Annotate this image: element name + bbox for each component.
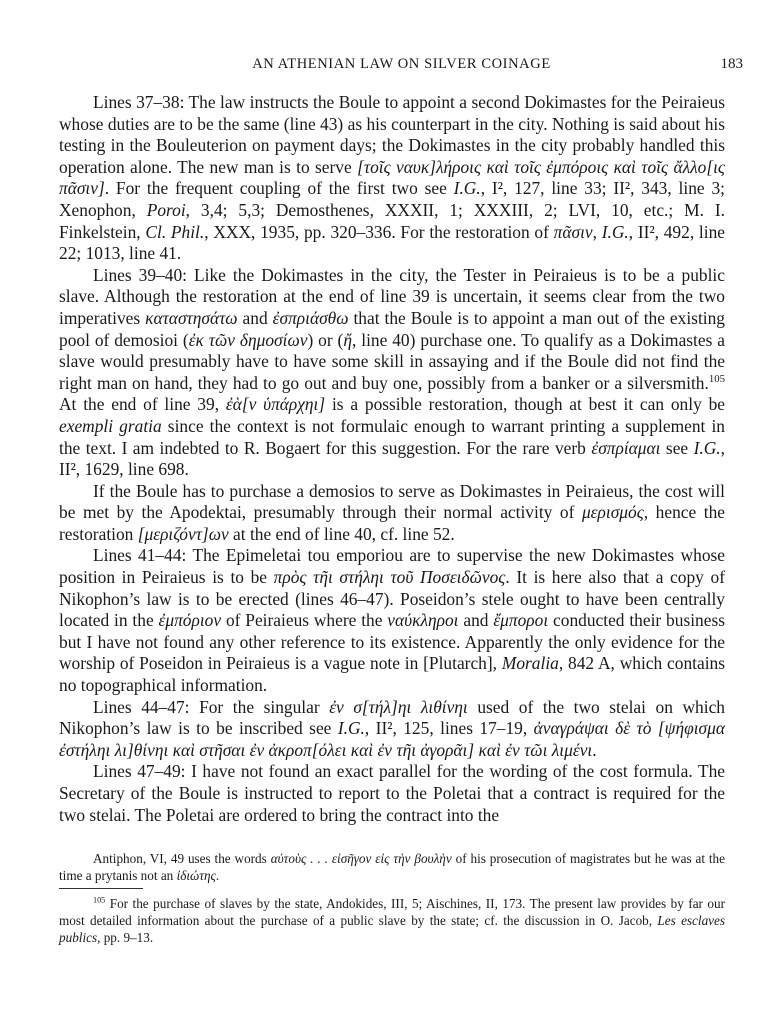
citation-italic: I.G. bbox=[693, 437, 721, 458]
greek-quote: ἤ bbox=[343, 329, 352, 350]
greek-quote: ἔμποροι bbox=[493, 610, 549, 631]
text-run: Lines 44–47: For the singular bbox=[93, 696, 330, 717]
text-run: Lines 41–44: The Epimeletai tou emporiou are to supervise the new Dokimastes whose position in Peiraieus is to be bbox=[59, 545, 725, 588]
greek-quote: αὐτοὺς . . . εἰσῆγον εἰς τὴν βουλὴν bbox=[270, 851, 452, 866]
text-run: that the Boule is to appoint a man out of the existing pool of demosioi ( bbox=[59, 307, 725, 350]
footnote-105 bbox=[59, 895, 725, 946]
text-run: Lines 47–49: I have not found an exact parallel for the wording of the cost formula. The Secretary of the Boule is instructed to report to the Poletai that a contract is required for the two stelai. The Poletai are ordered to bring the contract into the bbox=[59, 761, 725, 825]
footnote-marker[interactable]: 105 bbox=[708, 372, 725, 385]
text-run: , II², 492, line 22; 1013, line 41. bbox=[59, 221, 725, 264]
paragraph-lines-39-40 bbox=[59, 265, 725, 481]
greek-quote: ἐμπόριον bbox=[158, 610, 222, 631]
greek-quote: [τοῖς ναυκ]λήροις καὶ τοῖς ἐμπόροις καὶ τοῖς ἄλλο[ις πᾶσιν] bbox=[59, 156, 725, 199]
text-run: is a possible restoration, though at best it can only be bbox=[325, 394, 725, 415]
citation-italic: Moralia bbox=[501, 653, 559, 674]
text-run: , I², 127, line 33; II², 343, line 3; Xenophon, bbox=[59, 178, 725, 220]
greek-quote: ἀναγράψαι δὲ τὸ [ψήφισμα ἐστήληι λι]θίνηι καὶ στῆσαι ἐν ἀκροπ[όλει καὶ ἐν τῆι ἀγορᾶι] καὶ ἐν τῶι λιμένι bbox=[59, 718, 725, 760]
text-run: , XXX, 1935, pp. 320–336. For the restoration of bbox=[204, 221, 554, 242]
italic-phrase: exempli gratia bbox=[59, 415, 162, 436]
paragraph-lines-44-47 bbox=[59, 697, 725, 762]
text-run: see bbox=[660, 437, 694, 458]
citation-italic: Les esclaves publics bbox=[59, 913, 725, 945]
footnote-continuation bbox=[59, 850, 725, 884]
page-header bbox=[60, 56, 743, 76]
citation-italic: I.G. bbox=[337, 718, 365, 739]
text-run: At the end of line 39, bbox=[59, 394, 226, 415]
main-text bbox=[59, 92, 725, 826]
greek-quote: ἐσπριάσθω bbox=[272, 307, 349, 328]
text-run: . bbox=[592, 739, 597, 760]
text-run: . For the frequent coupling of the first two see bbox=[104, 178, 454, 199]
text-run: Antiphon, VI, 49 uses the words bbox=[93, 851, 271, 866]
citation-italic: I.G. bbox=[601, 221, 629, 242]
footnote-text bbox=[59, 850, 725, 884]
greek-quote: ἐσπρίαμαι bbox=[591, 437, 661, 458]
paragraph-lines-47-49 bbox=[59, 761, 725, 826]
text-run: conducted their business but I have not found any other reference to its existence. Apparently the only evidence for the worship of Poseidon in Peiraieus is a vague note in [Plutarch], bbox=[59, 610, 725, 674]
greek-quote: πᾶσιν bbox=[553, 221, 593, 242]
text-run: of Peiraieus where the bbox=[221, 610, 388, 631]
text-run: If the Boule has to purchase a demosios to serve as Dokimastes in Peiraieus, the cost will be met by the Apodektai, presumably through their normal activity of bbox=[59, 480, 725, 523]
text-run: , line 40) purchase one. To qualify as a Dokimastes a slave would presumably have to have some skill in assaying and if the Boule did not find the right man on hand, they had to go out and buy one, possibly from a banker or a silversmith. bbox=[59, 329, 725, 393]
greek-quote: καταστησάτω bbox=[145, 307, 238, 328]
greek-quote: ἐκ τῶν δημοσίων bbox=[188, 329, 308, 350]
paragraph-lines-37-38 bbox=[59, 92, 725, 265]
text-run: , 3,4; 5,3; Demosthenes, XXXII, 1; XXXIII, 2; LVI, 10, etc.; M. I. Finkelstein, bbox=[59, 199, 725, 242]
footnote-divider bbox=[59, 888, 143, 889]
greek-quote: μερισμός bbox=[581, 502, 644, 523]
text-run: For the purchase of slaves by the state, Andokides, III, 5; Aischines, II, 173. The present law provides by far our most detailed information about the purchase of a public slave by the state; cf. the discussion in O. Jacob, bbox=[59, 896, 725, 928]
greek-quote: [μεριζόντ]ων bbox=[137, 523, 229, 544]
greek-quote: ἐν σ[τήλ]ηι λιθίνηι bbox=[329, 696, 468, 717]
running-title: AN ATHENIAN LAW ON SILVER COINAGE bbox=[252, 56, 551, 72]
text-run: , bbox=[592, 221, 602, 242]
text-run: and bbox=[458, 610, 494, 631]
text-run: used of the two stelai on which Nikophon’s law is to be inscribed see bbox=[59, 696, 725, 739]
greek-quote: ἰδιώτης bbox=[176, 868, 216, 883]
citation-italic: Cl. Phil. bbox=[145, 221, 205, 242]
footnote-number: 105 bbox=[93, 895, 106, 905]
text-run: , II², 1629, line 698. bbox=[59, 437, 725, 480]
text-run: ) or ( bbox=[307, 329, 344, 350]
greek-quote: πρὸς τῆι στήληι τοῦ Ποσειδῶνος bbox=[273, 567, 506, 588]
text-run: Lines 37–38: The law instructs the Boule to appoint a second Dokimastes for the Peiraieus whose duties are to be the same (line 43) as his counterpart in the city. Nothing is said about his testing in the Bouleuterion on payment days; the Dokimastes in the city probably handled this operation alone. The new man is to serve bbox=[59, 92, 725, 177]
greek-quote: ναύκληροι bbox=[387, 610, 459, 631]
page-number: 183 bbox=[720, 56, 743, 72]
paragraph-lines-41-44 bbox=[59, 545, 725, 696]
greek-quote: ἐὰ[ν ὑπάρχηι] bbox=[225, 394, 326, 415]
text-run: , pp. 9–13. bbox=[97, 930, 154, 945]
text-run: . bbox=[215, 868, 220, 883]
text-run: . It is here also that a copy of Nikophon’s law is to be erected (lines 46–47). Poseidon’s stele ought to have been centrally located in the bbox=[59, 567, 725, 631]
text-run: , hence the restoration bbox=[59, 502, 725, 544]
text-run: , 842 A, which contains no topographical information. bbox=[59, 653, 725, 696]
text-run: and bbox=[237, 307, 273, 328]
paragraph-apodektai bbox=[59, 481, 725, 546]
text-run: at the end of line 40, cf. line 52. bbox=[228, 523, 455, 544]
text-run: Lines 39–40: Like the Dokimastes in the city, the Tester in Peiraieus is to be a public slave. Although the restoration at the end of line 39 is uncertain, it seems clear from the two imperatives bbox=[59, 264, 725, 328]
citation-italic: Poroi bbox=[146, 199, 186, 220]
text-run: , II², 125, lines 17–19, bbox=[364, 718, 534, 739]
footnote-text bbox=[59, 895, 725, 946]
citation-italic: I.G. bbox=[453, 178, 481, 199]
text-run: of his prosecution of magistrates but he was at the time a prytanis not an bbox=[59, 851, 725, 883]
text-run: since the context is not formulaic enough to warrant printing a supplement in the text. I am indebted to R. Bogaert for this suggestion. For the rare verb bbox=[59, 415, 725, 458]
